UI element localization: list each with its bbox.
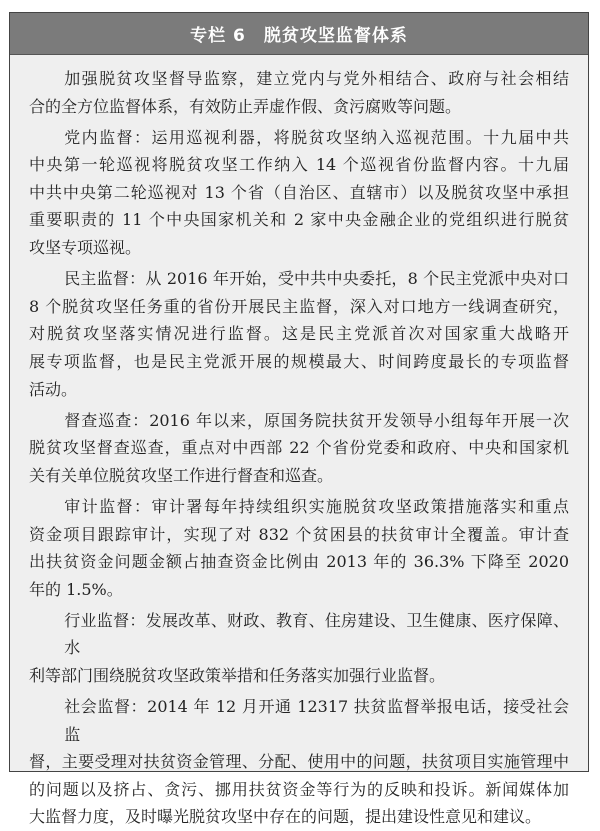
text-line: 脱贫攻坚督查巡查，重点对中西部 22 个省份党委和政府、中央和国家机 [29,438,569,458]
text-line: 关有关单位脱贫攻坚工作进行督查和巡查。 [29,465,334,485]
box-number: 专栏 6 [190,26,246,46]
text-line: 重要职责的 11 个中央国家机关和 2 家中央金融企业的党组织进行脱贫 [29,210,569,230]
paragraph [29,407,569,490]
box-content [10,55,588,831]
text-line: 中央第一轮巡视将脱贫攻坚工作纳入 14 个巡视省份监督内容。十九届 [29,155,569,175]
text-line: 出扶贫资金问题金额占抽查资金比例由 2013 年的 36.3% 下降至 2020 [29,552,569,572]
text-line: 合的全方位监督体系，有效防止弄虚作假、贪污腐败等问题。 [29,96,462,116]
paragraph [29,265,569,403]
text-line: 利等部门围绕脱贫攻坚政策举措和任务落实加强行业监督。 [29,665,446,685]
paragraph [29,493,569,603]
text-line: 加强脱贫攻坚督导监察，建立党内与党外相结合、政府与社会相结 [64,69,569,88]
text-line: 民主监督：从 2016 年开始，受中共中央委托，8 个民主党派中央对口 [64,269,569,289]
text-line: 大监督力度，及时曝光脱贫攻坚中存在的问题，提出建设性意见和建议。 [29,807,542,827]
text-line: 党内监督：运用巡视利器，将脱贫攻坚纳入巡视范围。十九届中共 [64,127,569,147]
text-line: 审计监督：审计署每年持续组织实施脱贫攻坚政策措施落实和重点 [64,496,569,516]
text-line: 资金项目跟踪审计，实现了对 832 个贫困县的扶贫审计全覆盖。审计查 [29,524,569,544]
paragraph [29,607,569,690]
text-line: 对脱贫攻坚落实情况进行监督。这是民主党派首次对国家重大战略开 [29,324,569,344]
text-line: 展专项监督，也是民主党派开展的规模最大、时间跨度最长的专项监督 [29,351,569,371]
text-line: 社会监督：2014 年 12 月开通 12317 扶贫监督举报电话，接受社会监 [64,697,569,744]
box-header [10,13,588,55]
text-line: 督查巡查：2016 年以来，原国务院扶贫开发领导小组每年开展一次 [64,410,569,430]
paragraph [29,124,569,262]
text-line: 活动。 [29,379,78,399]
text-line: 的问题以及挤占、贪污、挪用扶贫资金等行为的反映和投诉。新闻媒体加 [29,779,569,799]
text-line: 中共中央第二轮巡视对 13 个省（自治区、直辖市）以及脱贫攻坚中承担 [29,182,569,202]
text-line: 年的 1.5%。 [29,579,123,599]
paragraph [29,65,569,120]
paragraph [29,693,569,831]
text-line: 8 个脱贫攻坚任务重的省份开展民主监督，深入对口地方一线调查研究， [29,296,569,316]
sidebar-box [9,12,589,827]
text-line: 督，主要受理对扶贫资金管理、分配、使用中的问题，扶贫项目实施管理中 [29,752,569,772]
box-title: 脱贫攻坚监督体系 [263,26,408,46]
text-line: 攻坚专项巡视。 [29,238,142,258]
text-line: 行业监督：发展改革、财政、教育、住房建设、卫生健康、医疗保障、水 [64,610,569,658]
